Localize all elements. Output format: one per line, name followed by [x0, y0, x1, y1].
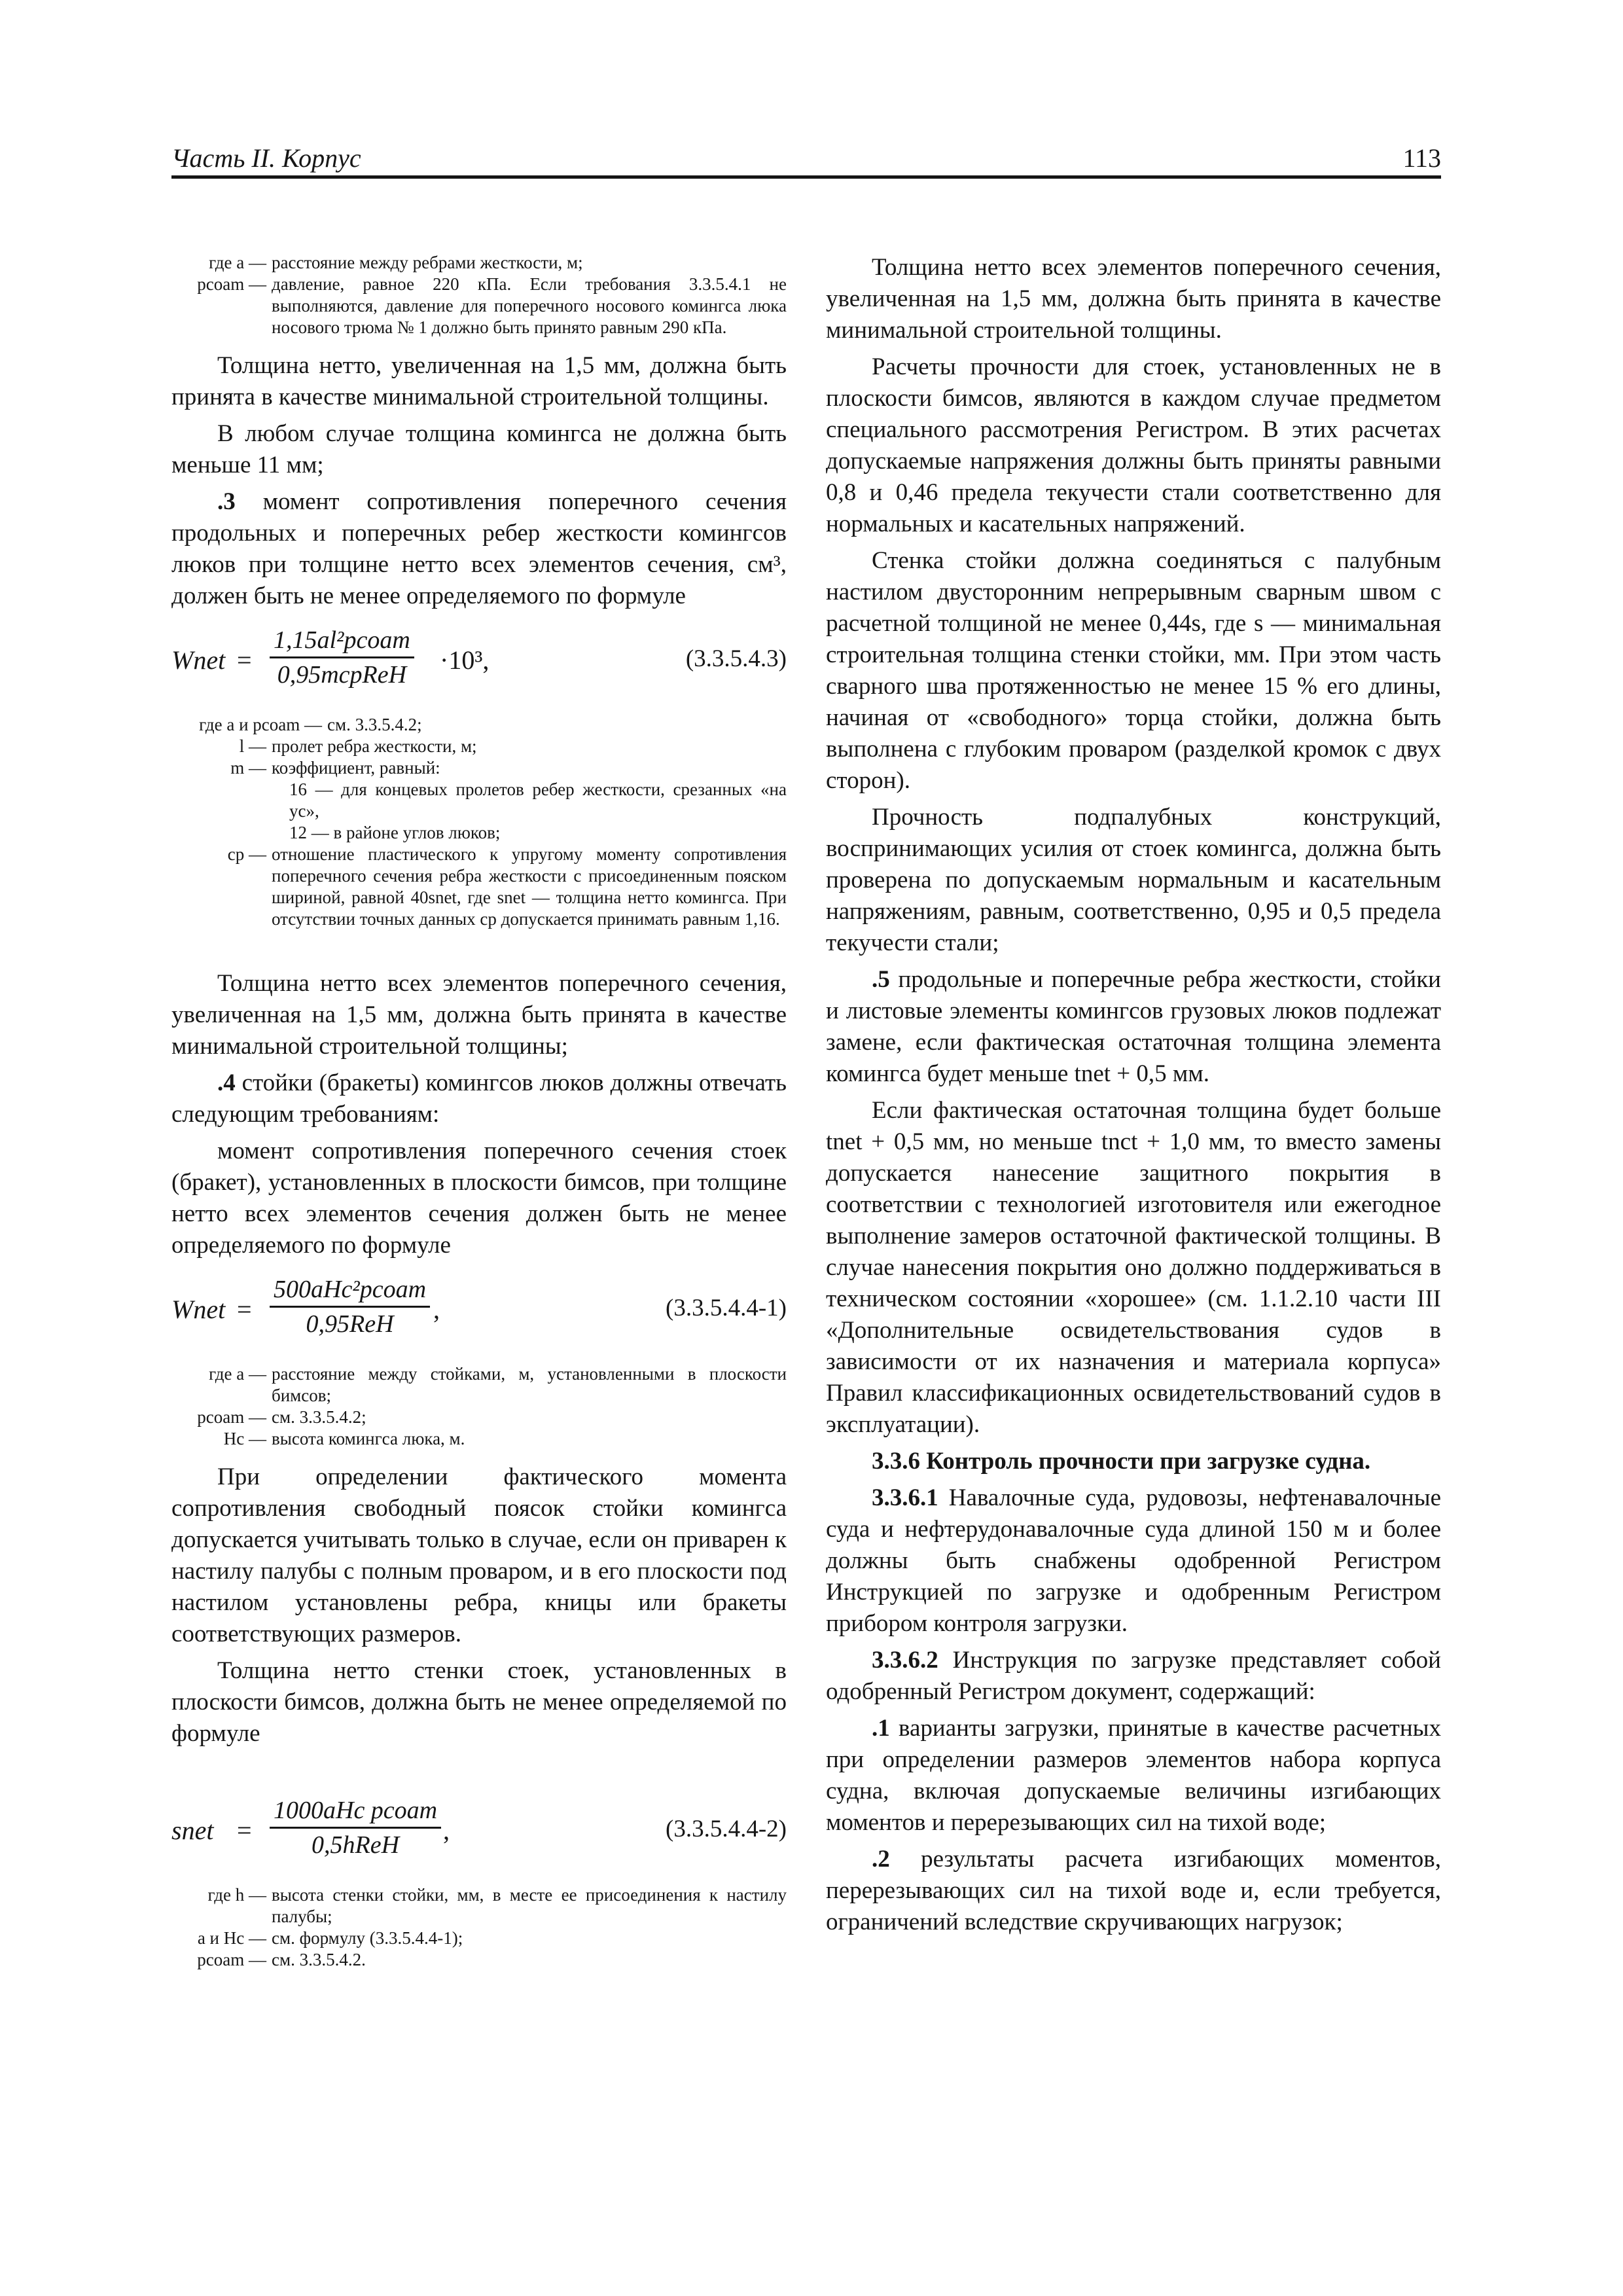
- formula-3-3-5-4-4-1: Wnet = 500aHc²pcoam 0,95ReH , (3.3.5.4.4-1): [171, 1273, 787, 1352]
- paragraph: .4 стойки (бракеты) комингсов люков должны отвечать следующим требованиям:: [171, 1069, 787, 1128]
- paragraph: В любом случае толщина комингса не должна быть меньше 11 мм;: [171, 420, 787, 478]
- legend-row: Hc — высота комингса люка, м.: [223, 1429, 465, 1448]
- paragraph: При определении фактического момента сопротивления свободный поясок стойки комингса допускается учитывать только в случае, если он приварен к настилу палубы с полным проваром, и в его плоскости под настилом установлены ребра, кницы или бракеты соответствующих размеров.: [171, 1463, 787, 1647]
- formula-3-3-5-4-4-2: snet = 1000aHc pcoam 0,5hReH , (3.3.5.4.4-2): [171, 1794, 787, 1873]
- paragraph: Если фактическая остаточная толщина будет больше tnet + 0,5 мм, но меньше tnct + 1,0 мм, то вместо замены допускается нанесение защитного покрытия в соответствии с технологией изготовителя или ежегодное выполнение замеров остаточной фактической толщины. В случае нанесения покрытия оно должно поддерживаться в техническом состоянии «хорошее» (см. 1.1.2.10 части III «Дополнительные освидетельствования судов в зависимости от их назначения и материала корпуса» Правил классификационных освидетельствований судов в эксплуатации).: [826, 1097, 1441, 1438]
- legend-sub: 16 — для концевых пролетов ребер жесткости, срезанных «на ус»,: [289, 780, 787, 821]
- item-label: .1: [872, 1715, 890, 1742]
- paragraph: .1 варианты загрузки, принятые в качестве расчетных при определении размеров элементов набора корпуса судна, включая допускаемые величины изгибающих моментов и перерезывающих сил на тихой воде;: [826, 1715, 1441, 1836]
- section-heading: 3.3.6 Контроль прочности при загрузке судна.: [872, 1448, 1371, 1475]
- formula-lhs: Wnet: [171, 1295, 226, 1324]
- legend-row: a и Hc — см. формулу (3.3.5.4.4-1);: [197, 1928, 463, 1948]
- paragraph: 3.3.6.1 Навалочные суда, рудовозы, нефтенавалочные суда и нефтерудонавалочные суда длиной 150 м и более должны быть снабжены одобренной Регистром Инструкцией по загрузке и одобренным Регистром прибором контроля загрузки.: [826, 1484, 1441, 1637]
- formula-lhs: Wnet: [171, 645, 226, 675]
- legend-row: m — коэффициент, равный:: [230, 758, 440, 778]
- legend-web: [171, 1884, 787, 1971]
- formula-denominator: 0,95ReH: [306, 1310, 394, 1338]
- item-label: .3: [217, 488, 236, 515]
- paragraph: момент сопротивления поперечного сечения стоек (бракет), установленных в плоскости бимсов, при толщине нетто всех элементов сечения должен быть не менее определяемого по формуле: [171, 1138, 787, 1259]
- item-label: .4: [217, 1069, 236, 1096]
- item-label: 3.3.6.2: [872, 1647, 938, 1674]
- paragraph: Толщина нетто стенки стоек, установленных в плоскости бимсов, должна быть не менее определяемой по формуле: [171, 1657, 787, 1747]
- legend-sub: 12 — в районе углов люков;: [289, 823, 501, 842]
- legend-row: pcoam — см. 3.3.5.4.2.: [197, 1950, 366, 1969]
- formula-fraction: [270, 1273, 430, 1340]
- legend-row: cp — отношение пластического к упругому моменту сопротивления поперечного сечения ребра жесткости с присоединенным пояском шириной, равной 40snet, где snet — толщина нетто комингса. При отсутствии точных данных cp допускается принимать равным 1,16.: [227, 844, 787, 929]
- formula-number: (3.3.5.4.3): [685, 645, 787, 672]
- running-header: [171, 143, 1441, 175]
- paragraph: Стенка стойки должна соединяться с палубным настилом двусторонним непрерывным сварным швом с расчетной толщиной не менее 0,44s, где s — минимальная строительная толщина стенки стойки, мм. При этом часть сварного шва протяженностью не менее 15 % его длины, начиная от «свободного» торца стойки, должна быть выполнена с глубоким проваром (разделкой кромок с двух сторон).: [826, 547, 1441, 794]
- right-column: [826, 252, 1441, 1938]
- paragraph: .3 момент сопротивления поперечного сечения продольных и поперечных ребер жесткости комингсов люков при толщине нетто всех элементов сечения, см³, должен быть не менее определяемого по формуле: [171, 488, 787, 609]
- item-label: .5: [872, 966, 890, 993]
- legend-pressure: [171, 252, 787, 338]
- page-number: 113: [1402, 143, 1441, 173]
- paragraph: 3.3.6.2 Инструкция по загрузке представляет собой одобренный Регистром документ, содержащий:: [826, 1647, 1441, 1705]
- formula-numerator: 500aHc²pcoam: [270, 1273, 430, 1308]
- formula-3-3-5-4-3: Wnet = 1,15al²pcoam 0,95mcpReH ·10³, (3.3.5.4.3): [171, 624, 787, 702]
- left-column: [171, 252, 787, 1982]
- legend-row: где h — высота стенки стойки, мм, в месте ее присоединения к настилу палубы;: [207, 1885, 787, 1926]
- paragraph: Толщина нетто всех элементов поперечного сечения, увеличенная на 1,5 мм, должна быть принята в качестве минимальной строительной толщины;: [171, 970, 787, 1060]
- paragraph: .2 результаты расчета изгибающих моментов, перерезывающих сил на тихой воде и, если требуется, ограничений вследствие скручивающих нагрузок;: [826, 1846, 1441, 1935]
- paragraph: .5 продольные и поперечные ребра жесткости, стойки и листовые элементы комингсов грузовых люков подлежат замене, если фактическая остаточная толщина элемента комингса будет меньше tnet + 0,5 мм.: [826, 966, 1441, 1087]
- paragraph: Прочность подпалубных конструкций, воспринимающих усилия от стоек комингса, должна быть проверена по допускаемым нормальным и касательным напряжениям, равным, соответственно, 0,95 и 0,5 предела текучести стали;: [826, 804, 1441, 956]
- formula-numerator: 1000aHc pcoam: [270, 1794, 441, 1829]
- legend-stiffener: [171, 714, 787, 930]
- section-number: 3.3.6: [872, 1448, 920, 1475]
- header-rule: [171, 175, 1441, 179]
- formula-number: (3.3.5.4.4-1): [666, 1295, 787, 1321]
- paragraph: Толщина нетто, увеличенная на 1,5 мм, должна быть принята в качестве минимальной строительной толщины.: [171, 352, 787, 410]
- item-label: 3.3.6.1: [872, 1484, 938, 1511]
- legend-row: l — пролет ребра жесткости, м;: [239, 736, 477, 756]
- formula-lhs: snet: [171, 1816, 214, 1845]
- running-title: Часть II. Корпус: [171, 143, 361, 173]
- formula-numerator: 1,15al²pcoam: [270, 624, 414, 658]
- legend-stanchion: [171, 1363, 787, 1450]
- paragraph: Расчеты прочности для стоек, установленных не в плоскости бимсов, являются в каждом случае предметом специального рассмотрения Регистром. В этих расчетах допускаемые напряжения должны быть приняты равными 0,8 и 0,46 предела текучести стали соответственно для нормальных и касательных напряжений.: [826, 353, 1441, 537]
- legend-row: где a — расстояние между стойками, м, установленными в плоскости бимсов;: [209, 1364, 787, 1405]
- formula-fraction: [270, 1794, 441, 1861]
- formula-fraction: [270, 624, 414, 691]
- formula-denominator: 0,5hReH: [312, 1831, 400, 1859]
- item-label: .2: [872, 1846, 890, 1873]
- formula-denominator: 0,95mcpReH: [277, 661, 407, 689]
- paragraph: Толщина нетто всех элементов поперечного сечения, увеличенная на 1,5 мм, должна быть принята в качестве минимальной строительной толщины.: [826, 254, 1441, 344]
- legend-row: pcoam — давление, равное 220 кПа. Если требования 3.3.5.4.1 не выполняются, давление для поперечного носового комингса люка носового трюма № 1 должно быть принято равным 290 кПа.: [197, 274, 787, 337]
- legend-row: pcoam — см. 3.3.5.4.2;: [197, 1407, 366, 1427]
- legend-row: где a — расстояние между ребрами жесткости, м;: [209, 253, 583, 272]
- formula-number: (3.3.5.4.4-2): [666, 1816, 787, 1842]
- legend-row: где a и pcoam — см. 3.3.5.4.2;: [199, 715, 422, 734]
